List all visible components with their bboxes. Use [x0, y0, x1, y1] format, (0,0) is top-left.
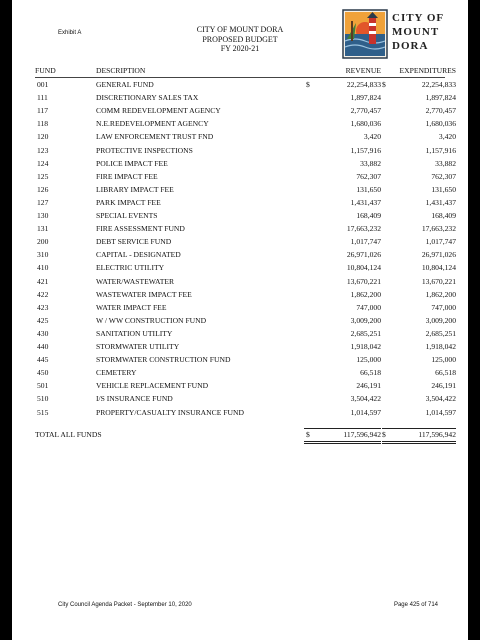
logo-line-2: MOUNT	[392, 26, 440, 38]
fund-description: GENERAL FUND	[96, 80, 154, 89]
city-logo	[342, 9, 452, 59]
lighthouse-seal-icon	[342, 9, 388, 59]
fund-number: 501	[37, 381, 49, 391]
expenditures-amount: 762,307	[431, 171, 456, 181]
fund-description: PARK IMPACT FEE	[96, 197, 161, 207]
expenditures-amount: 1,862,200	[425, 289, 456, 299]
fund-number: 445	[37, 355, 49, 365]
table-row	[12, 342, 468, 353]
fund-description: LIBRARY IMPACT FEE	[96, 184, 174, 194]
revenue-amount: 1,014,597	[350, 407, 381, 417]
fund-number: 430	[37, 328, 49, 338]
revenue-amount: 66,518	[360, 368, 381, 378]
fund-description: DISCRETIONARY SALES TAX	[96, 93, 199, 103]
revenue-amount: 2,685,251	[350, 328, 381, 338]
fund-description: WATER IMPACT FEE	[96, 302, 167, 312]
revenue-amount: 125,000	[356, 355, 381, 365]
title-city: CITY OF MOUNT DORA	[196, 25, 284, 34]
total-revenue-dollar: $	[306, 430, 310, 439]
table-row	[12, 106, 468, 117]
fund-number: 117	[37, 106, 49, 116]
footer-right: Page 425 of 714	[393, 602, 438, 608]
total-expenditures-rule-2	[382, 443, 456, 444]
expenditures-amount: 3,420	[438, 132, 456, 142]
column-header-fund: FUND	[35, 66, 56, 75]
revenue-amount: 26,971,026	[346, 250, 381, 260]
expenditures-amount: 17,663,232	[421, 224, 456, 234]
header-rule	[35, 77, 445, 78]
table-row	[12, 290, 468, 301]
fund-description: WATER/WASTEWATER	[96, 276, 175, 286]
revenue-amount: 168,409	[356, 211, 381, 220]
table-row	[12, 381, 468, 392]
revenue-amount: 1,017,747	[350, 237, 381, 247]
expenditures-amount: 1,017,747	[425, 237, 456, 247]
title-block	[170, 25, 310, 54]
fund-number: 123	[37, 145, 49, 155]
fund-number: 515	[37, 407, 49, 417]
revenue-amount: 1,897,824	[350, 93, 381, 103]
expenditures-amount: 22,254,833	[421, 80, 456, 89]
revenue-amount: 10,804,124	[346, 263, 381, 273]
fund-number: 423	[37, 302, 49, 312]
fund-description: CEMETERY	[96, 368, 137, 378]
fund-description: STORMWATER CONSTRUCTION FUND	[96, 355, 231, 365]
revenue-amount: 1,680,036	[350, 119, 381, 129]
total-expenditures-rule-top	[382, 428, 456, 429]
revenue-amount: 131,650	[356, 184, 381, 194]
title-fiscal-year: FY 2020-21	[220, 44, 260, 53]
fund-number: 310	[37, 250, 49, 260]
revenue-amount: 13,670,221	[346, 276, 381, 286]
fund-number: 111	[37, 93, 48, 103]
fund-description: SPECIAL EVENTS	[96, 211, 158, 220]
expenditures-amount: 1,680,036	[425, 119, 456, 129]
expenditures-dollar: $	[382, 80, 386, 89]
fund-number: 125	[37, 171, 49, 181]
fund-number: 126	[37, 184, 49, 194]
expenditures-amount: 1,157,916	[425, 145, 456, 155]
table-row	[12, 237, 468, 248]
logo-wordmark	[392, 11, 444, 53]
fund-number: 510	[37, 394, 49, 404]
table-row	[12, 250, 468, 261]
expenditures-amount: 168,409	[431, 211, 456, 220]
column-header-revenue: REVENUE	[345, 66, 381, 75]
exhibit-label: Exhibit A	[58, 30, 82, 36]
table-row	[12, 93, 468, 104]
revenue-amount: 1,862,200	[350, 289, 381, 299]
fund-number: 130	[37, 211, 49, 220]
fund-description: WASTEWATER IMPACT FEE	[96, 289, 192, 299]
fund-number: 421	[37, 276, 49, 286]
revenue-amount: 3,420	[363, 132, 381, 142]
fund-description: I/S INSURANCE FUND	[96, 394, 173, 404]
fund-number: 440	[37, 342, 49, 351]
expenditures-amount: 33,882	[435, 158, 456, 168]
footer-left: City Council Agenda Packet - September 10, 2020	[58, 602, 192, 608]
table-row	[12, 119, 468, 130]
table-row	[12, 263, 468, 274]
table-row	[12, 303, 468, 314]
total-expenditures-dollar: $	[382, 430, 386, 439]
revenue-amount: 33,882	[360, 158, 381, 168]
total-revenue-rule-1	[304, 441, 381, 442]
expenditures-amount: 1,918,042	[425, 342, 456, 351]
revenue-amount: 3,504,422	[350, 394, 381, 404]
column-header-expenditures: EXPENDITURES	[399, 66, 456, 75]
fund-number: 410	[37, 263, 49, 273]
fund-description: N.E.REDEVELOPMENT AGENCY	[96, 119, 209, 129]
table-row	[12, 198, 468, 209]
document-page	[12, 0, 468, 640]
table-row	[12, 394, 468, 405]
revenue-amount: 22,254,833	[346, 80, 381, 89]
total-revenue-rule-top	[304, 428, 381, 429]
table-row	[12, 185, 468, 196]
table-row	[12, 368, 468, 379]
fund-description: W / WW CONSTRUCTION FUND	[96, 315, 207, 325]
table-row	[12, 80, 468, 91]
fund-number: 127	[37, 197, 49, 207]
fund-description: FIRE IMPACT FEE	[96, 171, 158, 181]
fund-description: SANITATION UTILITY	[96, 328, 173, 338]
table-row	[12, 277, 468, 288]
expenditures-amount: 131,650	[431, 184, 456, 194]
expenditures-amount: 3,009,200	[425, 315, 456, 325]
table-row	[12, 211, 468, 222]
total-expenditures-rule-1	[382, 441, 456, 442]
fund-description: VEHICLE REPLACEMENT FUND	[96, 381, 209, 391]
total-expenditures: 117,596,942	[418, 430, 456, 439]
total-label: TOTAL ALL FUNDS	[35, 430, 102, 439]
expenditures-amount: 1,897,824	[425, 93, 456, 103]
expenditures-amount: 246,191	[431, 381, 456, 391]
expenditures-amount: 1,431,437	[425, 197, 456, 207]
table-row	[12, 224, 468, 235]
fund-description: DEBT SERVICE FUND	[96, 237, 172, 247]
table-row	[12, 408, 468, 419]
fund-number: 120	[37, 132, 49, 142]
revenue-amount: 747,000	[356, 302, 381, 312]
expenditures-amount: 1,014,597	[425, 407, 456, 417]
table-row	[12, 316, 468, 327]
table-row	[12, 146, 468, 157]
revenue-amount: 17,663,232	[346, 224, 381, 234]
expenditures-amount: 26,971,026	[421, 250, 456, 260]
total-revenue-rule-2	[304, 443, 381, 444]
expenditures-amount: 2,685,251	[425, 328, 456, 338]
fund-description: STORMWATER UTILITY	[96, 342, 180, 351]
logo-line-3: DORA	[392, 40, 429, 52]
expenditures-amount: 13,670,221	[421, 276, 456, 286]
title-budget: PROPOSED BUDGET	[202, 34, 278, 44]
fund-description: LAW ENFORCEMENT TRUST FND	[96, 132, 214, 142]
revenue-amount: 1,918,042	[350, 342, 381, 351]
total-row	[12, 430, 468, 441]
revenue-amount: 3,009,200	[350, 315, 381, 325]
expenditures-amount: 2,770,457	[425, 106, 456, 116]
column-header-description: DESCRIPTION	[96, 66, 146, 75]
fund-number: 425	[37, 315, 49, 325]
revenue-dollar: $	[306, 80, 310, 89]
fund-number: 001	[37, 80, 49, 89]
expenditures-amount: 125,000	[431, 355, 456, 365]
fund-number: 118	[37, 119, 49, 129]
fund-description: PROTECTIVE INSPECTIONS	[96, 145, 193, 155]
table-row	[12, 355, 468, 366]
fund-number: 450	[37, 368, 49, 378]
fund-description: POLICE IMPACT FEE	[96, 158, 168, 168]
logo-line-1: CITY OF	[392, 12, 445, 24]
revenue-amount: 1,431,437	[350, 197, 381, 207]
fund-number: 131	[37, 224, 49, 234]
fund-description: FIRE ASSESSMENT FUND	[96, 224, 185, 234]
fund-number: 124	[37, 158, 49, 168]
expenditures-amount: 3,504,422	[425, 394, 456, 404]
fund-description: ELECTRIC UTILITY	[96, 263, 165, 273]
table-row	[12, 172, 468, 183]
table-row	[12, 159, 468, 170]
fund-number: 200	[37, 237, 49, 247]
fund-description: COMM REDEVELOPMENT AGENCY	[96, 106, 221, 116]
table-row	[12, 329, 468, 340]
expenditures-amount: 747,000	[431, 302, 456, 312]
revenue-amount: 2,770,457	[350, 106, 381, 116]
fund-number: 422	[37, 289, 49, 299]
revenue-amount: 1,157,916	[350, 145, 381, 155]
fund-description: CAPITAL - DESIGNATED	[96, 250, 181, 260]
fund-description: PROPERTY/CASUALTY INSURANCE FUND	[96, 407, 244, 417]
expenditures-amount: 10,804,124	[421, 263, 456, 273]
total-revenue: 117,596,942	[343, 430, 381, 439]
table-row	[12, 132, 468, 143]
expenditures-amount: 66,518	[435, 368, 456, 378]
revenue-amount: 762,307	[356, 171, 381, 181]
revenue-amount: 246,191	[356, 381, 381, 391]
